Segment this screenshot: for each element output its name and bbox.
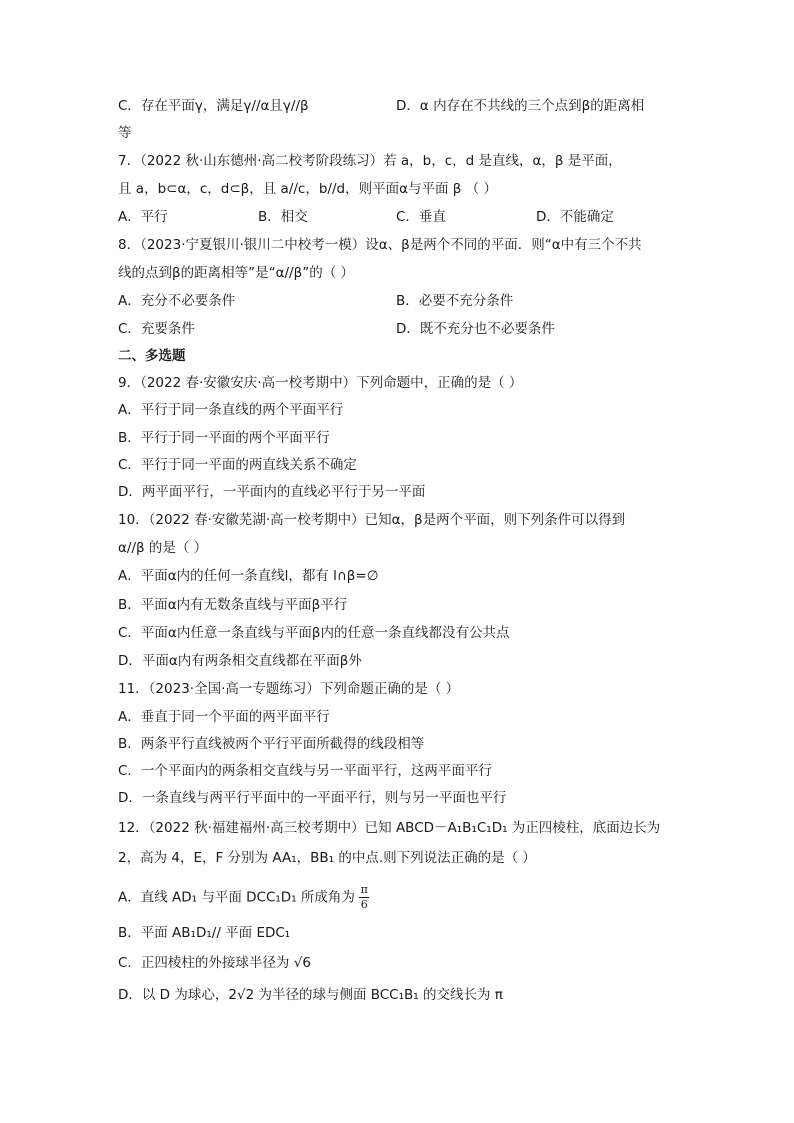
q6-option-c: C．存在平面γ，满足γ//α且γ//β	[118, 98, 309, 114]
q11-option-d: D．一条直线与两平行平面中的一平面平行，则与另一平面也平行	[118, 790, 507, 806]
q10-option-d: D．平面α内有两条相交直线都在平面β外	[118, 653, 362, 669]
q10-stem-line1: 10．（2022 春·安徽芜湖·高一校考期中）已知α，β是两个平面，则下列条件可以得到	[118, 512, 626, 528]
q11-option-b: B．两条平行直线被两个平行平面所截得的线段相等	[118, 736, 425, 752]
q8-option-d: D．既不充分也不必要条件	[396, 321, 555, 337]
q7-option-c: C．垂直	[396, 209, 446, 225]
q6-option-d: D．α 内存在不共线的三个点到β的距离相	[396, 98, 645, 114]
q12-option-a-text: A．直线 AD₁ 与平面 DCC₁D₁ 所成角为	[118, 889, 355, 906]
q8-option-c: C．充要条件	[118, 321, 195, 337]
q7-option-d: D．不能确定	[536, 209, 614, 225]
q12-stem-line1: 12．（2022 秋·福建福州·高三校考期中）已知 ABCD－A₁B₁C₁D₁ 为正四棱柱，底面边长为	[118, 820, 661, 836]
q12-option-b: B．平面 AB₁D₁// 平面 EDC₁	[118, 925, 291, 941]
q7-option-b: B．相交	[258, 209, 308, 225]
q8-stem-line1: 8．（2023·宁夏银川·银川二中校考一模）设α、β是两个不同的平面．则“α中有三个不共	[118, 237, 642, 253]
q7-option-a: A．平行	[118, 209, 168, 225]
q9-option-a: A．平行于同一条直线的两个平面平行	[118, 402, 344, 418]
q8-option-a: A．充分不必要条件	[118, 293, 236, 309]
q7-stem-line1: 7．（2022 秋·山东德州·高二校考阶段练习）若 a，b，c，d 是直线，α，β 是平面，	[118, 153, 622, 169]
q12-stem-line2: 2，高为 4，E，F 分别为 AA₁，BB₁ 的中点.则下列说法正确的是（ ）	[118, 850, 536, 866]
q7-stem-line2: 且 a，b⊂α，c，d⊂β，且 a//c，b//d，则平面α与平面 β （ ）	[118, 181, 497, 197]
q10-option-a: A．平面α内的任何一条直线l，都有 l∩β=∅	[118, 568, 379, 584]
q9-option-d: D．两平面平行，一平面内的直线必平行于另一平面	[118, 484, 426, 500]
section-heading-multi-choice: 二、多选题	[118, 348, 186, 364]
q10-option-c: C．平面α内任意一条直线与平面β内的任意一条直线都没有公共点	[118, 625, 510, 641]
q12-option-c: C．正四棱柱的外接球半径为 √6	[118, 955, 311, 971]
q9-option-c: C．平行于同一平面的两直线关系不确定	[118, 457, 357, 473]
fraction-denominator: 6	[360, 898, 368, 911]
q10-stem-line2: α//β 的是（ ）	[118, 540, 208, 556]
q9-option-b: B．平行于同一平面的两个平面平行	[118, 430, 330, 446]
q10-option-b: B．平面α内有无数条直线与平面β平行	[118, 597, 348, 613]
pi-over-six-fraction	[359, 884, 369, 911]
q8-stem-line2: 线的点到β的距离相等”是“α//β”的（ ）	[118, 265, 354, 281]
q9-stem: 9．（2022 春·安徽安庆·高一校考期中）下列命题中，正确的是（ ）	[118, 375, 523, 391]
q11-stem: 11．（2023·全国·高一专题练习）下列命题正确的是（ ）	[118, 681, 460, 697]
fraction-numerator: π	[360, 883, 368, 896]
q12-option-d: D．以 D 为球心，2√2 为半径的球与侧面 BCC₁B₁ 的交线长为 π	[118, 987, 503, 1003]
q11-option-a: A．垂直于同一个平面的两平面平行	[118, 709, 330, 725]
q8-option-b: B．必要不充分条件	[396, 293, 514, 309]
q11-option-c: C．一个平面内的两条相交直线与另一平面平行，这两平面平行	[118, 763, 492, 779]
q12-option-a	[118, 884, 369, 911]
q6-option-d-continued: 等	[118, 125, 132, 141]
